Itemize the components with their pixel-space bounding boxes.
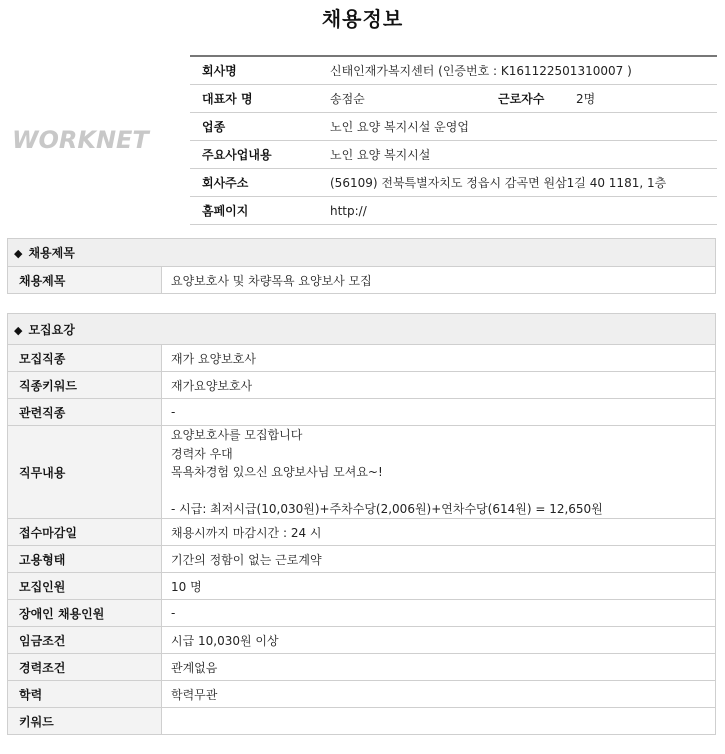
- duty-line: 요양보호사를 모집합니다: [171, 428, 303, 442]
- experience-label: 경력조건: [8, 654, 162, 681]
- employment-type-label: 고용형태: [8, 546, 162, 573]
- company-name-label: 회사명: [190, 56, 330, 85]
- table-row: [8, 372, 716, 399]
- table-row: [8, 600, 716, 627]
- diamond-icon: ◆: [14, 323, 23, 337]
- requirements-section: [7, 313, 716, 735]
- page-title: 채용정보: [321, 7, 404, 31]
- company-row-business: [190, 141, 717, 169]
- company-row-address: [190, 169, 717, 197]
- job-keyword-value: 재가요양보호사: [162, 372, 716, 399]
- company-row-homepage: [190, 197, 717, 225]
- recruit-title-section: [7, 238, 716, 294]
- headcount-value: 10 명: [162, 573, 716, 600]
- education-value: 학력무관: [162, 681, 716, 708]
- employment-type-value: 기간의 정함이 없는 근로계약: [162, 546, 716, 573]
- wage-value: 시급 10,030원 이상: [162, 627, 716, 654]
- keyword-value: [162, 708, 716, 735]
- table-row: [8, 573, 716, 600]
- duty-label: 직무내용: [8, 426, 162, 519]
- disabled-hiring-label: 장애인 채용인원: [8, 600, 162, 627]
- employee-count-value: 2명: [576, 92, 596, 106]
- table-row: [8, 681, 716, 708]
- related-job-value: -: [162, 399, 716, 426]
- recruit-title-value: 요양보호사 및 차량목욕 요양보사 모집: [162, 267, 716, 294]
- table-row: [8, 708, 716, 735]
- headcount-label: 모집인원: [8, 573, 162, 600]
- company-row-name: [190, 56, 717, 85]
- related-job-label: 관련직종: [8, 399, 162, 426]
- duty-line: 목욕차경험 있으신 요양보사님 모셔요~!: [171, 465, 383, 480]
- duty-line: - 시급: 최저시급(10,030원)+주차수당(2,006원)+연차수당(614원) = 12,650원: [171, 501, 603, 516]
- duty-line: 경력자 우대: [171, 446, 233, 461]
- job-category-label: 모집직종: [8, 345, 162, 372]
- ceo-label: 대표자 명: [190, 85, 330, 113]
- table-row: [8, 345, 716, 372]
- company-row-ceo: [190, 85, 717, 113]
- keyword-label: 키워드: [8, 708, 162, 735]
- table-row: [8, 399, 716, 426]
- experience-value: 관계없음: [162, 654, 716, 681]
- deadline-label: 접수마감일: [8, 519, 162, 546]
- address-value: (56109) 전북특별자치도 정읍시 감곡면 원삼1길 40 1181, 1층: [330, 169, 717, 197]
- requirements-header-text: 모집요강: [28, 322, 75, 337]
- table-row: [8, 546, 716, 573]
- homepage-link[interactable]: http://: [330, 197, 717, 225]
- industry-value: 노인 요양 복지시설 운영업: [330, 113, 717, 141]
- homepage-label: 홈페이지: [190, 197, 330, 225]
- wage-label: 임금조건: [8, 627, 162, 654]
- job-keyword-label: 직종키워드: [8, 372, 162, 399]
- company-name-value: 신태인재가복지센터 (인증번호 : K161122501310007 ): [330, 56, 717, 85]
- duty-line: [171, 482, 715, 500]
- employee-count-label: 근로자수: [498, 92, 545, 106]
- requirements-section-header: [8, 314, 716, 345]
- table-row: [8, 627, 716, 654]
- company-info-table: [190, 55, 717, 225]
- recruit-title-header-text: 채용제목: [28, 246, 75, 260]
- diamond-icon: ◆: [14, 247, 23, 260]
- company-row-industry: [190, 113, 717, 141]
- table-row: [8, 426, 716, 519]
- disabled-hiring-value: -: [162, 600, 716, 627]
- table-row: [8, 519, 716, 546]
- recruit-title-section-header: [8, 239, 716, 267]
- worknet-logo-text: WORKNET: [12, 126, 149, 154]
- duty-content: [162, 426, 716, 519]
- worknet-logo: [12, 126, 162, 156]
- recruit-title-label: 채용제목: [8, 267, 162, 294]
- business-label: 주요사업내용: [190, 141, 330, 169]
- deadline-value: 채용시까지 마감시간 : 24 시: [162, 519, 716, 546]
- industry-label: 업종: [190, 113, 330, 141]
- ceo-value: 송점순: [330, 92, 365, 106]
- education-label: 학력: [8, 681, 162, 708]
- job-category-value: 재가 요양보호사: [162, 345, 716, 372]
- business-value: 노인 요양 복지시설: [330, 141, 717, 169]
- address-label: 회사주소: [190, 169, 330, 197]
- table-row: [8, 654, 716, 681]
